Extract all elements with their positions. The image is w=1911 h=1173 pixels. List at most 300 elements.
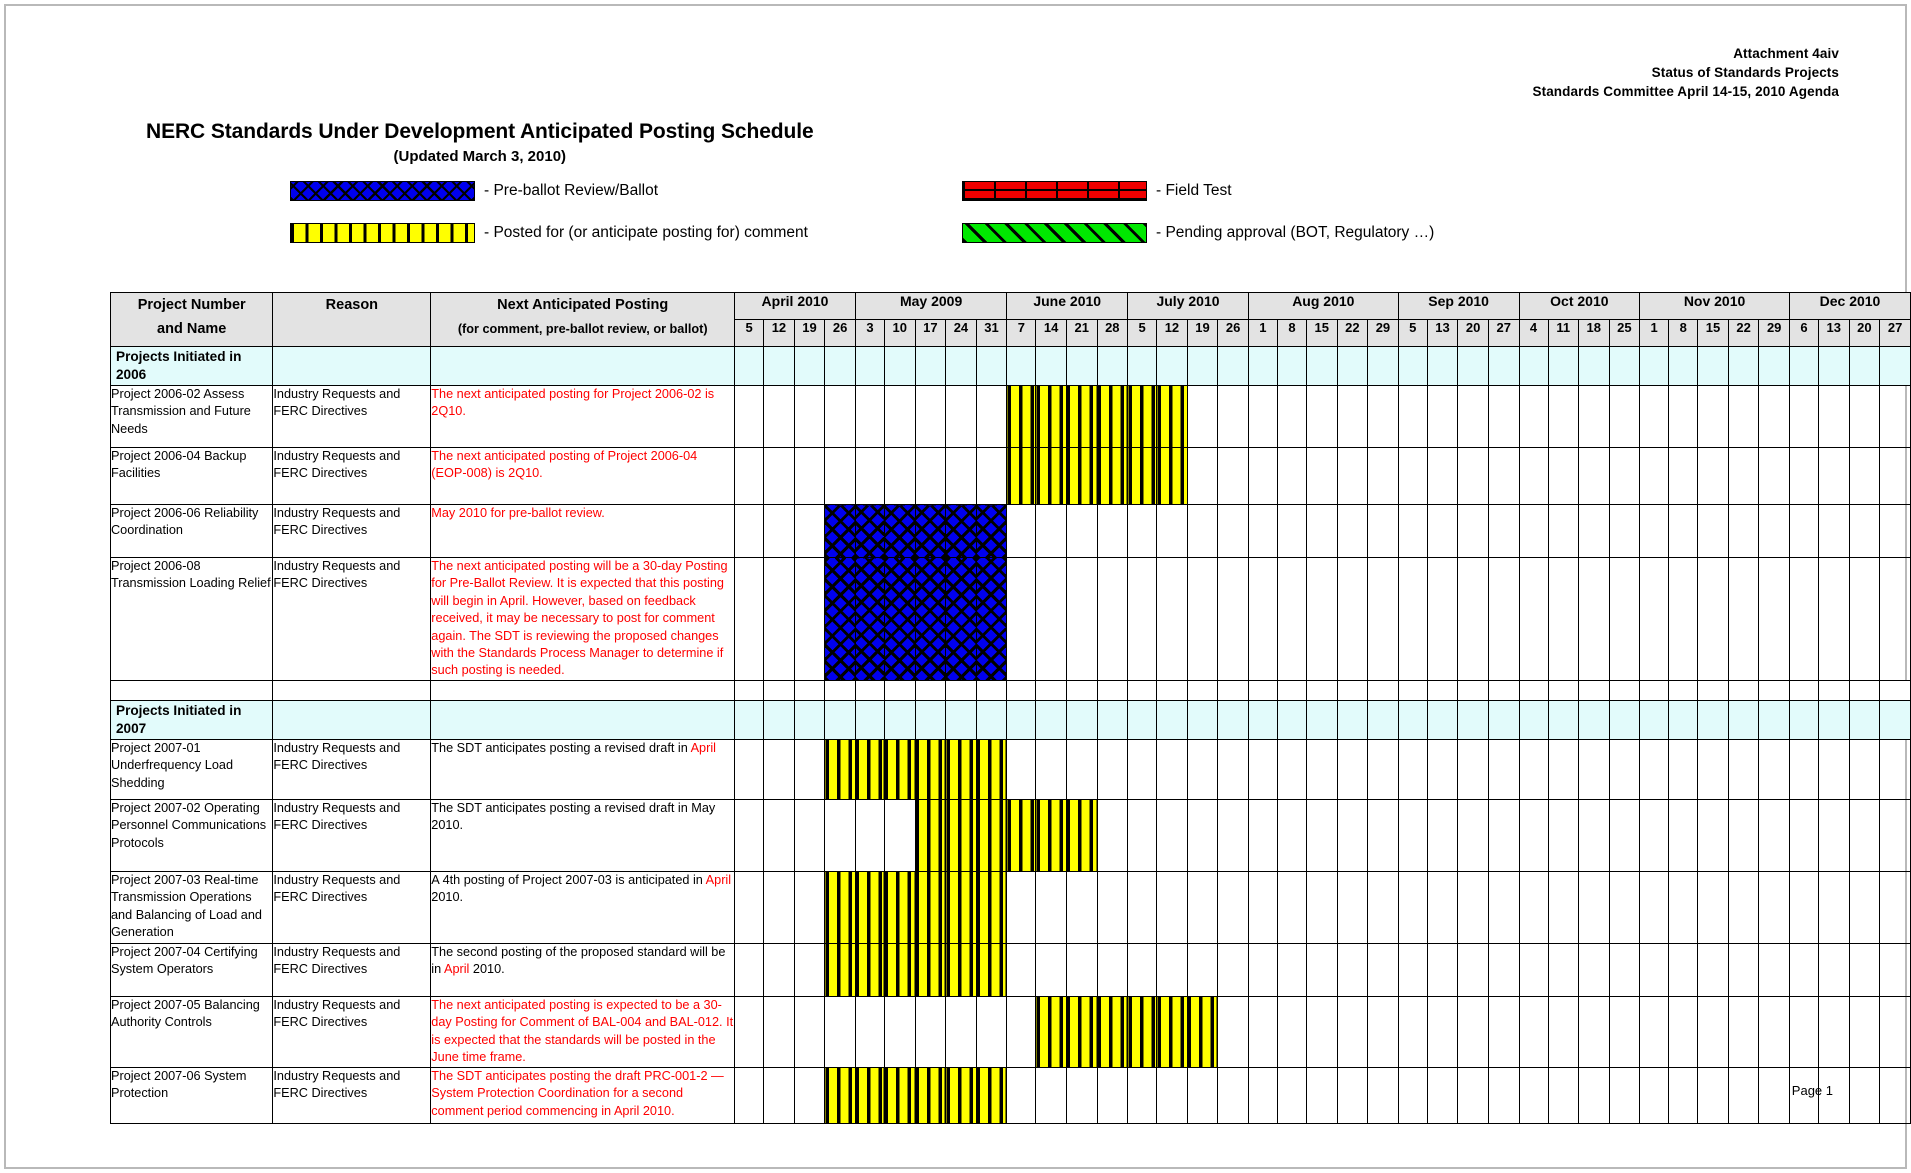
gantt-cell (1007, 1067, 1036, 1123)
gantt-cell (1669, 347, 1698, 386)
next-posting-cell (431, 558, 735, 681)
gantt-cell (1128, 943, 1157, 996)
gantt-cell (1640, 1067, 1669, 1123)
posting-text-part: May 2010 for pre-ballot review. (431, 506, 605, 520)
gantt-cell (1066, 1067, 1097, 1123)
gantt-cell (1759, 739, 1790, 799)
gantt-cell (735, 448, 764, 505)
month-header: April 2010 (735, 293, 856, 320)
gantt-cell (1248, 871, 1277, 943)
gantt-cell (946, 448, 977, 505)
gantt-cell (1128, 799, 1157, 871)
week-header: 8 (1277, 320, 1306, 347)
gantt-cell (1458, 739, 1489, 799)
gantt-cell (1578, 680, 1609, 700)
gantt-cell (1548, 996, 1578, 1067)
section-header-row (111, 700, 1911, 739)
gantt-cell (825, 799, 856, 871)
gantt-bar-segment-yellow (1128, 448, 1157, 505)
gantt-cell (1066, 558, 1097, 681)
blue-crosshatch-swatch (290, 181, 475, 201)
gantt-cell (915, 700, 946, 739)
gantt-cell (1640, 448, 1669, 505)
gantt-bar-segment-yellow (946, 871, 977, 943)
gantt-cell (1337, 871, 1368, 943)
gantt-cell (1306, 871, 1337, 943)
gantt-cell (1640, 558, 1669, 681)
column-header-posting-line2: (for comment, pre-ballot review, or ballot) (457, 322, 708, 336)
green-diagonal-swatch (962, 223, 1147, 243)
gantt-cell (1759, 505, 1790, 558)
gantt-cell (946, 347, 977, 386)
gantt-cell (1218, 558, 1249, 681)
gantt-cell (1458, 505, 1489, 558)
gantt-bar-segment-yellow (976, 943, 1007, 996)
project-name-cell: Project 2007-06 System Protection (111, 1067, 273, 1123)
gantt-cell (1698, 871, 1729, 943)
posting-text-part: The SDT anticipates posting a revised draft in (431, 740, 691, 755)
gantt-cell (1187, 386, 1218, 448)
gantt-bar-segment-yellow (1097, 386, 1128, 448)
gantt-cell (1248, 448, 1277, 505)
gantt-cell (1789, 347, 1818, 386)
gantt-cell (1548, 680, 1578, 700)
next-posting-cell (431, 386, 735, 448)
gantt-cell (1187, 448, 1218, 505)
gantt-cell (1368, 448, 1399, 505)
gantt-cell (1187, 1067, 1218, 1123)
gantt-cell (1728, 1067, 1759, 1123)
gantt-cell (1007, 347, 1036, 386)
gantt-cell (1337, 505, 1368, 558)
gantt-cell (884, 386, 915, 448)
gantt-cell (1036, 943, 1067, 996)
gantt-bar-segment-yellow (976, 871, 1007, 943)
gantt-cell (1759, 386, 1790, 448)
gantt-cell (1398, 558, 1427, 681)
gantt-cell (1368, 347, 1399, 386)
gantt-cell (794, 386, 825, 448)
week-header: 4 (1519, 320, 1548, 347)
gantt-cell (1066, 700, 1097, 739)
gantt-cell (764, 386, 795, 448)
month-header: May 2009 (855, 293, 1006, 320)
gantt-cell (764, 871, 795, 943)
gantt-cell (1187, 505, 1218, 558)
gantt-cell (1669, 448, 1698, 505)
gantt-cell (1698, 386, 1729, 448)
gantt-cell (915, 680, 946, 700)
gantt-cell (1157, 739, 1188, 799)
gantt-bar-segment-yellow (1066, 386, 1097, 448)
gantt-cell (1640, 505, 1669, 558)
gantt-cell (1337, 347, 1368, 386)
gantt-cell (1548, 558, 1578, 681)
gantt-cell (1849, 700, 1880, 739)
gantt-cell (1609, 558, 1640, 681)
gantt-cell (1669, 799, 1698, 871)
legend-label: - Pending approval (BOT, Regulatory …) (1156, 224, 1435, 241)
gantt-bar-segment-yellow (1007, 799, 1036, 871)
gantt-cell (1097, 739, 1128, 799)
gantt-cell (1789, 448, 1818, 505)
gantt-cell (915, 347, 946, 386)
section-blank-cell (431, 347, 735, 386)
gantt-cell (825, 680, 856, 700)
column-header-reason-label: Reason (325, 297, 379, 313)
gantt-cell (1306, 505, 1337, 558)
gantt-cell (1036, 680, 1067, 700)
posting-text-part: The next anticipated posting for Project 2006-02 is 2Q10. (431, 387, 715, 419)
week-header: 15 (1306, 320, 1337, 347)
gantt-cell (1368, 799, 1399, 871)
gantt-cell (1368, 739, 1399, 799)
gantt-bar-segment-yellow (1007, 386, 1036, 448)
gantt-bar-segment-yellow (855, 871, 884, 943)
gantt-cell (1036, 558, 1067, 681)
gantt-bar-segment-yellow (915, 1067, 946, 1123)
gantt-cell (1880, 505, 1911, 558)
table-row (111, 871, 1911, 943)
gantt-cell (1337, 943, 1368, 996)
posting-schedule-table (110, 292, 1911, 1124)
gantt-cell (764, 505, 795, 558)
section-label: Projects Initiated in 2006 (111, 347, 273, 386)
month-header: Dec 2010 (1789, 293, 1910, 320)
gantt-cell (1578, 448, 1609, 505)
gantt-cell (1818, 739, 1849, 799)
gantt-bar-segment-yellow (915, 871, 946, 943)
next-posting-cell (431, 448, 735, 505)
page-number: Page 1 (1791, 1083, 1833, 1098)
gantt-cell (1248, 1067, 1277, 1123)
gantt-cell (1368, 386, 1399, 448)
gantt-cell (1519, 739, 1548, 799)
gantt-cell (1458, 448, 1489, 505)
committee-label: Standards Committee April 14-15, 2010 Agenda (1532, 84, 1839, 99)
week-header: 13 (1818, 320, 1849, 347)
gantt-cell (764, 799, 795, 871)
gantt-cell (1849, 1067, 1880, 1123)
gantt-cell (1818, 996, 1849, 1067)
gantt-cell (1306, 700, 1337, 739)
week-header: 26 (1218, 320, 1249, 347)
status-label: Status of Standards Projects (1651, 65, 1839, 80)
gantt-bar-segment-yellow (884, 871, 915, 943)
yellow-striped-swatch (290, 223, 475, 243)
reason-cell: Industry Requests and FERC Directives (273, 448, 431, 505)
gantt-bar-segment-yellow (825, 1067, 856, 1123)
gantt-cell (946, 680, 977, 700)
gantt-cell (855, 448, 884, 505)
gantt-cell (1306, 680, 1337, 700)
gantt-cell (1609, 347, 1640, 386)
gantt-cell (1187, 347, 1218, 386)
gantt-cell (1248, 505, 1277, 558)
table-header-row-months (111, 293, 1911, 320)
legend (290, 178, 1710, 262)
gantt-cell (976, 996, 1007, 1067)
posting-text-part: The SDT anticipates posting the draft PRC-001-2 — System Protection Coordination for a second comment period commencing in April 2010. (431, 1068, 724, 1118)
project-name-cell: Project 2006-02 Assess Transmission and Future Needs (111, 386, 273, 448)
gantt-cell (794, 943, 825, 996)
week-header: 1 (1248, 320, 1277, 347)
gantt-cell (1427, 996, 1458, 1067)
gantt-cell (1728, 386, 1759, 448)
gantt-cell (1818, 680, 1849, 700)
gantt-cell (1880, 739, 1911, 799)
gantt-cell (764, 680, 795, 700)
gantt-cell (1277, 739, 1306, 799)
week-header: 28 (1097, 320, 1128, 347)
gantt-cell (1578, 943, 1609, 996)
gantt-bar-segment-yellow (946, 1067, 977, 1123)
gantt-cell (855, 386, 884, 448)
gantt-cell (1849, 347, 1880, 386)
gantt-cell (1277, 871, 1306, 943)
gantt-cell (976, 386, 1007, 448)
gantt-cell (1368, 996, 1399, 1067)
gantt-cell (1427, 347, 1458, 386)
gantt-cell (1427, 799, 1458, 871)
gantt-cell (735, 871, 764, 943)
gantt-cell (794, 680, 825, 700)
next-posting-cell (431, 505, 735, 558)
gantt-cell (1128, 739, 1157, 799)
gantt-cell (1818, 871, 1849, 943)
gantt-bar-segment-yellow (1157, 448, 1188, 505)
gantt-bar-segment-yellow (884, 943, 915, 996)
gantt-cell (735, 558, 764, 681)
reason-cell: Industry Requests and FERC Directives (273, 505, 431, 558)
gantt-cell (1698, 558, 1729, 681)
gantt-cell (1218, 386, 1249, 448)
gantt-cell (1007, 558, 1036, 681)
table-row (111, 1067, 1911, 1123)
gantt-cell (1488, 943, 1519, 996)
gantt-cell (1128, 558, 1157, 681)
gantt-cell (735, 739, 764, 799)
week-header: 19 (1187, 320, 1218, 347)
gantt-cell (1097, 871, 1128, 943)
gantt-cell (1609, 680, 1640, 700)
legend-entry-fieldtest (962, 181, 1634, 201)
gantt-cell (1157, 943, 1188, 996)
posting-text-part: A 4th posting of Project 2007-03 is anticipated in (431, 872, 706, 887)
next-posting-cell (431, 799, 735, 871)
gantt-cell (1548, 700, 1578, 739)
gantt-cell (1849, 505, 1880, 558)
gantt-cell (1458, 996, 1489, 1067)
gantt-cell (764, 448, 795, 505)
gantt-bar-segment-yellow (976, 739, 1007, 799)
gantt-bar-segment-yellow (1097, 448, 1128, 505)
gantt-cell (1669, 996, 1698, 1067)
gantt-cell (1698, 943, 1729, 996)
gantt-cell (1488, 558, 1519, 681)
gantt-cell (1488, 871, 1519, 943)
gantt-cell (825, 448, 856, 505)
month-header: June 2010 (1007, 293, 1128, 320)
gantt-cell (1789, 386, 1818, 448)
spacer-row (111, 680, 1911, 700)
reason-cell: Industry Requests and FERC Directives (273, 739, 431, 799)
gantt-bar-segment-blue (976, 558, 1007, 681)
gantt-cell (764, 996, 795, 1067)
gantt-cell (1036, 700, 1067, 739)
gantt-cell (1789, 505, 1818, 558)
gantt-cell (1337, 680, 1368, 700)
gantt-cell (1427, 558, 1458, 681)
gantt-bar-segment-yellow (1157, 386, 1188, 448)
gantt-bar-segment-yellow (976, 1067, 1007, 1123)
gantt-cell (1519, 700, 1548, 739)
gantt-cell (1578, 505, 1609, 558)
gantt-bar-segment-yellow (1036, 799, 1067, 871)
table-row (111, 799, 1911, 871)
gantt-cell (1218, 871, 1249, 943)
gantt-cell (1066, 943, 1097, 996)
gantt-cell (1337, 448, 1368, 505)
gantt-cell (1368, 700, 1399, 739)
gantt-cell (855, 799, 884, 871)
project-name-cell: Project 2007-03 Real-time Transmission Operations and Balancing of Load and Generation (111, 871, 273, 943)
gantt-cell (1728, 700, 1759, 739)
gantt-cell (1368, 505, 1399, 558)
week-header: 22 (1337, 320, 1368, 347)
gantt-cell (825, 386, 856, 448)
gantt-cell (1669, 871, 1698, 943)
spacer-cell (431, 680, 735, 700)
gantt-cell (1849, 739, 1880, 799)
gantt-cell (1818, 558, 1849, 681)
gantt-cell (946, 700, 977, 739)
gantt-cell (1880, 680, 1911, 700)
reason-cell: Industry Requests and FERC Directives (273, 799, 431, 871)
gantt-bar-segment-yellow (825, 943, 856, 996)
gantt-bar-segment-blue (946, 558, 977, 681)
gantt-cell (1818, 505, 1849, 558)
gantt-cell (1427, 943, 1458, 996)
gantt-cell (1097, 505, 1128, 558)
gantt-cell (1609, 943, 1640, 996)
gantt-cell (1248, 739, 1277, 799)
posting-text-part: 2010. (469, 962, 505, 977)
gantt-cell (1128, 1067, 1157, 1123)
document-header (1533, 44, 1840, 101)
gantt-cell (1157, 347, 1188, 386)
gantt-cell (1157, 505, 1188, 558)
gantt-cell (1097, 680, 1128, 700)
gantt-cell (855, 700, 884, 739)
week-header: 13 (1427, 320, 1458, 347)
reason-cell: Industry Requests and FERC Directives (273, 1067, 431, 1123)
gantt-cell (1398, 1067, 1427, 1123)
gantt-cell (1728, 558, 1759, 681)
gantt-cell (1818, 943, 1849, 996)
gantt-cell (735, 943, 764, 996)
week-header: 12 (1157, 320, 1188, 347)
gantt-cell (1698, 680, 1729, 700)
week-header: 25 (1609, 320, 1640, 347)
gantt-bar-segment-yellow (1066, 996, 1097, 1067)
gantt-cell (1398, 505, 1427, 558)
gantt-cell (1640, 680, 1669, 700)
gantt-cell (1880, 386, 1911, 448)
gantt-cell (1097, 799, 1128, 871)
gantt-bar-segment-yellow (1128, 996, 1157, 1067)
gantt-cell (1398, 871, 1427, 943)
gantt-cell (764, 558, 795, 681)
gantt-cell (1789, 739, 1818, 799)
project-name-cell: Project 2006-06 Reliability Coordination (111, 505, 273, 558)
next-posting-cell (431, 1067, 735, 1123)
legend-label: - Field Test (1156, 182, 1232, 199)
gantt-cell (1097, 558, 1128, 681)
legend-entry-pending (962, 223, 1634, 243)
spacer-cell (273, 680, 431, 700)
gantt-cell (1640, 996, 1669, 1067)
gantt-cell (1427, 505, 1458, 558)
column-header-project-line1: Project Number (137, 297, 246, 313)
gantt-cell (1218, 739, 1249, 799)
gantt-cell (1248, 558, 1277, 681)
gantt-cell (1218, 943, 1249, 996)
gantt-cell (884, 680, 915, 700)
gantt-cell (1128, 505, 1157, 558)
gantt-cell (1277, 680, 1306, 700)
gantt-cell (1849, 996, 1880, 1067)
gantt-cell (1157, 700, 1188, 739)
gantt-cell (825, 996, 856, 1067)
gantt-bar-segment-yellow (855, 739, 884, 799)
gantt-cell (1157, 558, 1188, 681)
gantt-cell (1337, 996, 1368, 1067)
gantt-cell (1669, 558, 1698, 681)
gantt-cell (1007, 871, 1036, 943)
reason-cell: Industry Requests and FERC Directives (273, 996, 431, 1067)
gantt-cell (1609, 505, 1640, 558)
gantt-cell (1519, 386, 1548, 448)
gantt-cell (1306, 448, 1337, 505)
week-header: 24 (946, 320, 977, 347)
gantt-cell (1578, 996, 1609, 1067)
gantt-cell (1759, 558, 1790, 681)
gantt-cell (1218, 680, 1249, 700)
section-blank-cell (431, 700, 735, 739)
gantt-cell (1337, 799, 1368, 871)
week-header: 5 (1398, 320, 1427, 347)
gantt-cell (1640, 739, 1669, 799)
gantt-cell (764, 347, 795, 386)
gantt-cell (1488, 1067, 1519, 1123)
gantt-bar-segment-yellow (1036, 386, 1067, 448)
gantt-cell (1789, 558, 1818, 681)
gantt-cell (1218, 996, 1249, 1067)
month-header: Sep 2010 (1398, 293, 1519, 320)
gantt-cell (1337, 700, 1368, 739)
posting-text-part: 2010. (431, 890, 464, 905)
gantt-bar-segment-yellow (915, 943, 946, 996)
gantt-cell (1728, 505, 1759, 558)
gantt-cell (1728, 996, 1759, 1067)
gantt-cell (1728, 680, 1759, 700)
gantt-cell (1640, 700, 1669, 739)
gantt-cell (1640, 347, 1669, 386)
gantt-cell (1698, 448, 1729, 505)
gantt-cell (1728, 448, 1759, 505)
week-header: 7 (1007, 320, 1036, 347)
